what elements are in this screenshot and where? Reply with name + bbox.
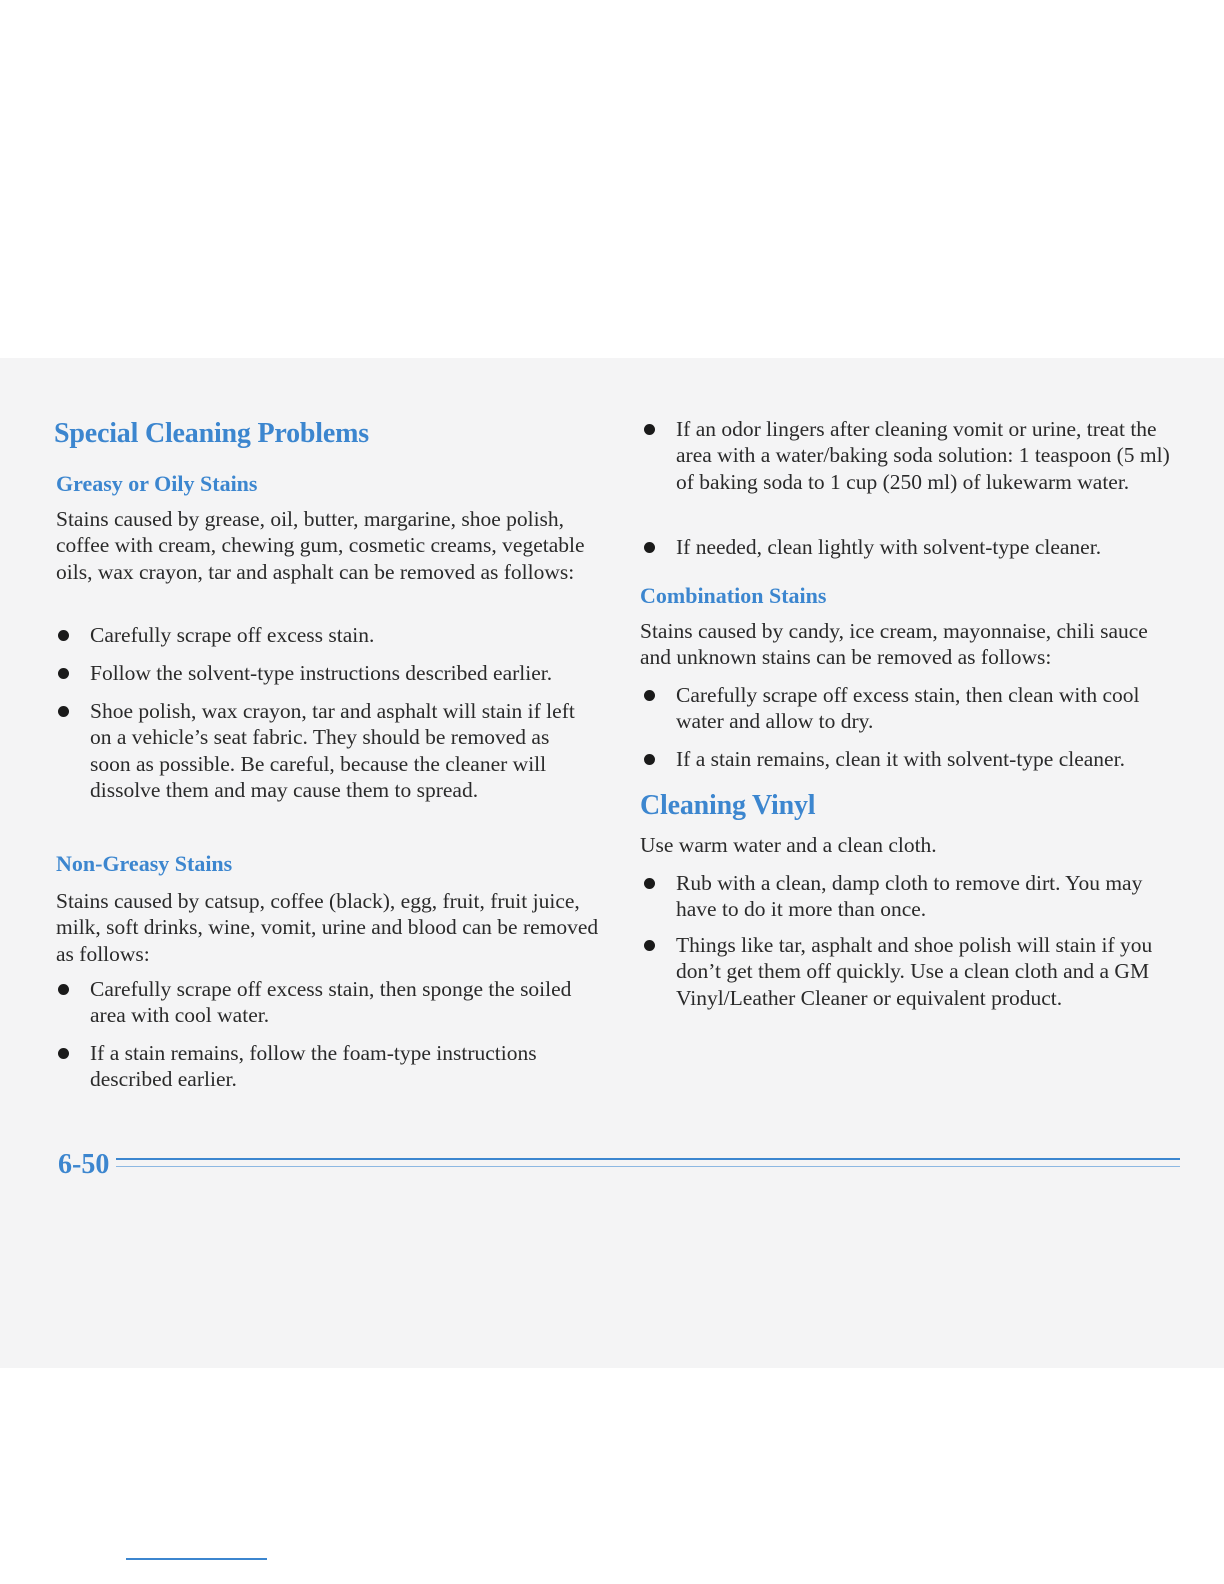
bullet-text: If a stain remains, follow the foam-type instructions described earlier. — [90, 1041, 537, 1092]
vinyl-intro: Use warm water and a clean cloth. — [640, 833, 937, 857]
section-title-cleaning-vinyl: Cleaning Vinyl — [640, 790, 816, 821]
list-item — [640, 746, 1200, 772]
list-item — [640, 682, 1170, 735]
bullet-text: Things like tar, asphalt and shoe polish will stain if you don’t get them off quickly. Use a clean cloth and a GM Vinyl/Leather Cleaner or equivalent product. — [676, 933, 1153, 1010]
bullet-text: If an odor lingers after cleaning vomit or urine, treat the area with a water/baking soda solution: 1 teaspoon (5 ml) of baking soda to 1 cup (250 ml) of lukewarm water. — [676, 417, 1170, 494]
list-item — [54, 698, 584, 804]
list-item — [640, 534, 1180, 560]
bottom-divider — [126, 1558, 267, 1560]
bullet-text: Follow the solvent-type instructions described earlier. — [90, 661, 553, 685]
list-item — [640, 932, 1200, 1011]
bullet-text: If needed, clean lightly with solvent-type cleaner. — [676, 535, 1102, 559]
combination-intro: Stains caused by candy, ice cream, mayonnaise, chili sauce and unknown stains can be removed as follows: — [640, 619, 1148, 670]
bullet-icon — [58, 630, 69, 641]
bullet-icon — [644, 940, 655, 951]
bullet-icon — [644, 542, 655, 553]
bullet-text: If a stain remains, clean it with solvent-type cleaner. — [676, 747, 1125, 771]
bullet-text: Carefully scrape off excess stain, then sponge the soiled area with cool water. — [90, 977, 572, 1028]
heading-combination-stains: Combination Stains — [640, 583, 827, 608]
bullet-icon — [58, 984, 69, 995]
page-content — [0, 358, 1224, 1368]
section-title-special-cleaning: Special Cleaning Problems — [54, 418, 369, 449]
list-item — [640, 416, 1170, 495]
greasy-intro: Stains caused by grease, oil, butter, margarine, shoe polish, coffee with cream, chewing gum, cosmetic creams, vegetable oils, wax crayon, tar and asphalt can be removed as follows: — [56, 507, 585, 584]
bullet-icon — [58, 706, 69, 717]
heading-greasy-stains: Greasy or Oily Stains — [56, 471, 258, 496]
footer-rule-thin — [116, 1166, 1180, 1167]
bullet-icon — [58, 668, 69, 679]
nongreasy-intro: Stains caused by catsup, coffee (black), egg, fruit, fruit juice, milk, soft drinks, wine, vomit, urine and blood can be removed as follows: — [56, 889, 599, 966]
page-number: 6-50 — [58, 1149, 110, 1180]
bullet-icon — [644, 754, 655, 765]
list-item — [54, 660, 614, 686]
heading-nongreasy-stains: Non-Greasy Stains — [56, 851, 233, 876]
bullet-text: Shoe polish, wax crayon, tar and asphalt will stain if left on a vehicle’s seat fabric. They should be removed as soon as possible. Be careful, because the cleaner will dissolve them and may cause them to spread. — [90, 699, 575, 803]
bullet-icon — [644, 878, 655, 889]
bullet-icon — [58, 1048, 69, 1059]
bullet-icon — [644, 424, 655, 435]
list-item — [54, 622, 614, 648]
bullet-icon — [644, 690, 655, 701]
bullet-text: Carefully scrape off excess stain. — [90, 623, 375, 647]
list-item — [54, 1040, 594, 1093]
bullet-text: Rub with a clean, damp cloth to remove dirt. You may have to do it more than once. — [676, 871, 1143, 922]
bullet-text: Carefully scrape off excess stain, then clean with cool water and allow to dry. — [676, 683, 1140, 734]
list-item — [54, 976, 584, 1029]
list-item — [640, 870, 1160, 923]
footer-rule — [116, 1158, 1180, 1160]
